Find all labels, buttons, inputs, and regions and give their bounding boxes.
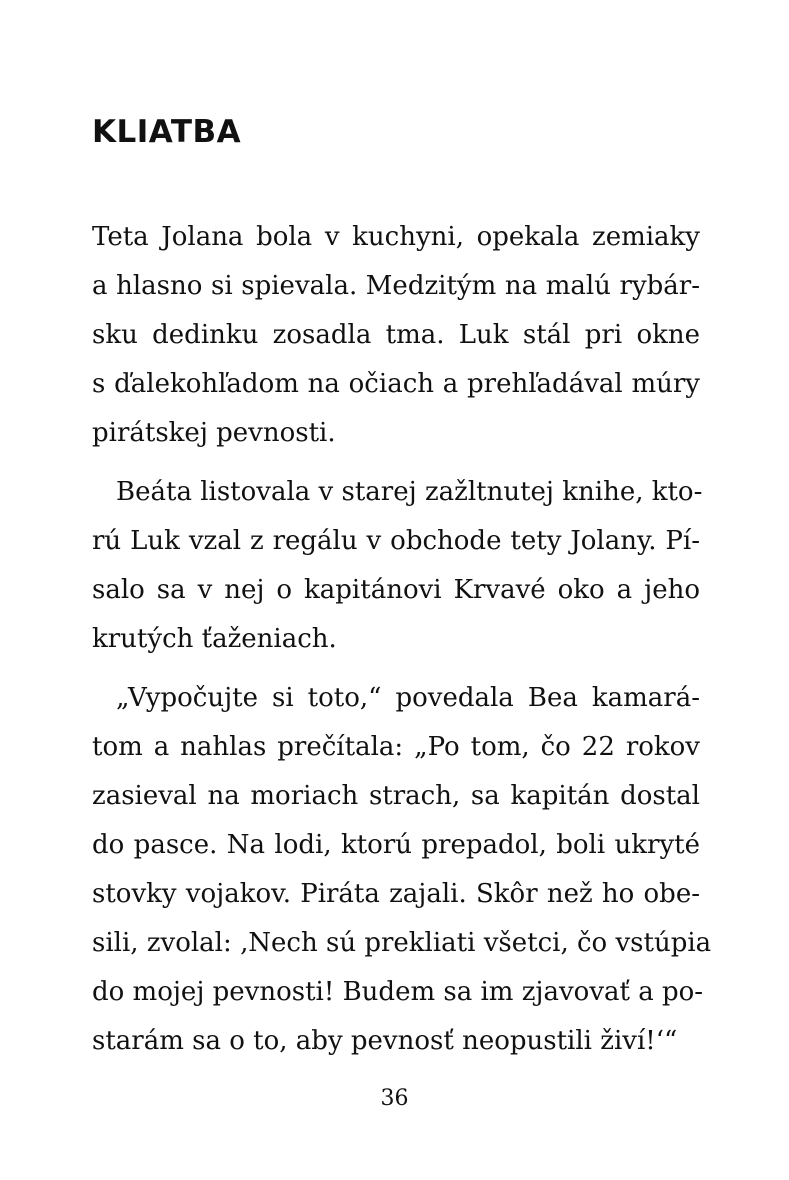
text-line: pirátskej pevnosti. [92, 418, 336, 448]
paragraph [92, 674, 712, 1066]
text-line: tom a nahlas prečítala: „Po tom, čo 22 rokov [92, 732, 700, 762]
text-line: do pasce. Na lodi, ktorú prepadol, boli ukryté [92, 830, 700, 860]
page-number: 36 [380, 1086, 409, 1111]
paragraph [92, 213, 700, 458]
chapter-title: KLIATBA [92, 114, 242, 150]
text-line: do mojej pevnosti! Budem sa im zjavovať a po- [92, 977, 704, 1007]
text-line: sili, zvolal: ‚Nech sú prekliati všetci, čo vstúpia [92, 928, 712, 958]
body-text [92, 213, 712, 1066]
text-line: „Vypočujte si toto,“ povedala Bea kamará- [116, 683, 700, 713]
text-line: rú Luk vzal z regálu v obchode tety Jolany. Pí- [92, 526, 700, 556]
text-line: starám sa o to, aby pevnosť neopustili živí!‘“ [92, 1026, 678, 1056]
text-line: krutých ťaženiach. [92, 624, 337, 654]
paragraph [92, 468, 703, 664]
text-line: s ďalekohľadom na očiach a prehľadával múry [92, 369, 700, 399]
text-line: stovky vojakov. Piráta zajali. Skôr než ho obe- [92, 879, 700, 909]
text-line: Beáta listovala v starej zažltnutej knihe, kto- [116, 477, 703, 507]
text-line: Teta Jolana bola v kuchyni, opekala zemiaky [92, 222, 700, 252]
text-line: zasieval na moriach strach, sa kapitán dostal [92, 781, 700, 811]
text-line: sku dedinku zosadla tma. Luk stál pri okne [92, 320, 700, 350]
text-line: salo sa v nej o kapitánovi Krvavé oko a jeho [92, 575, 700, 605]
text-line: a hlasno si spievala. Medzitým na malú rybár- [92, 271, 700, 301]
